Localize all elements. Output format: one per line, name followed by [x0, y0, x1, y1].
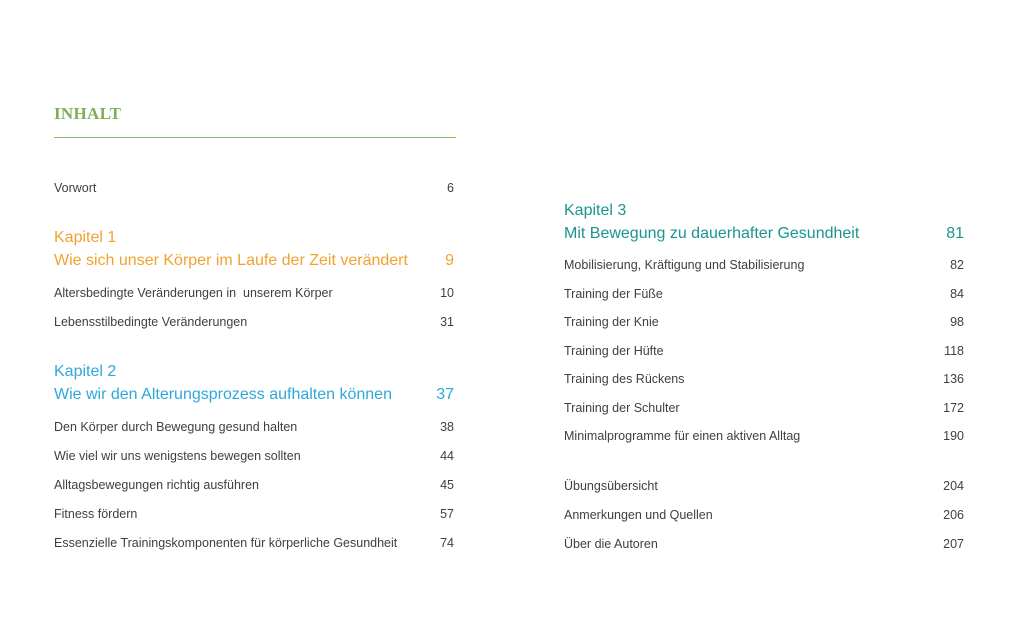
entry-page: 38 — [440, 420, 454, 434]
heading-divider — [54, 137, 456, 138]
entry-label: Anmerkungen und Quellen — [564, 508, 713, 522]
entry-label: Training der Schulter — [564, 401, 680, 415]
entry-label: Training der Knie — [564, 315, 659, 329]
toc-entry[interactable] — [564, 429, 964, 443]
chapter-3-heading[interactable] — [564, 199, 964, 245]
chapter-2-title: Wie wir den Alterungsprozess aufhalten können — [54, 386, 392, 403]
entry-label: Altersbedingte Veränderungen in unserem Körper — [54, 286, 333, 300]
chapter-1-label: Kapitel 1 — [54, 229, 117, 246]
entry-page: 44 — [440, 449, 454, 463]
entry-page: 207 — [943, 537, 964, 551]
chapter-1-heading[interactable] — [54, 226, 454, 272]
entry-label: Lebensstilbedingte Veränderungen — [54, 315, 248, 329]
entry-page: 118 — [944, 344, 964, 358]
toc-entry[interactable] — [54, 286, 454, 300]
toc-entry[interactable] — [564, 315, 964, 329]
toc-heading: INHALT — [54, 104, 122, 123]
toc-entry[interactable] — [564, 372, 964, 386]
toc-entry[interactable] — [54, 420, 454, 434]
toc-entry[interactable] — [54, 315, 454, 329]
entry-label: Den Körper durch Bewegung gesund halten — [54, 420, 298, 434]
entry-label: Alltagsbewegungen richtig ausführen — [54, 478, 259, 492]
toc-entry-vorwort[interactable] — [54, 181, 454, 195]
toc-entry[interactable] — [564, 401, 964, 415]
chapter-2-page: 37 — [436, 386, 454, 403]
chapter-3-label: Kapitel 3 — [564, 202, 627, 219]
entry-label: Essenzielle Trainingskomponenten für körperliche Gesundheit — [54, 536, 398, 550]
entry-page: 206 — [943, 508, 964, 522]
entry-label: Training des Rückens — [564, 372, 685, 386]
toc-entry[interactable] — [54, 507, 454, 521]
entry-label: Wie viel wir uns wenigstens bewegen sollten — [54, 449, 301, 463]
toc-entry[interactable] — [564, 344, 964, 358]
entry-page: 31 — [440, 315, 454, 329]
entry-page: 10 — [440, 286, 454, 300]
entry-label: Vorwort — [54, 181, 97, 195]
entry-page: 172 — [943, 401, 964, 415]
toc-entry[interactable] — [54, 536, 454, 550]
entry-page: 74 — [440, 536, 454, 550]
toc-entry-appendix[interactable] — [564, 479, 964, 493]
entry-page: 190 — [943, 429, 964, 443]
chapter-3-page: 81 — [946, 225, 964, 242]
entry-label: Fitness fördern — [54, 507, 138, 521]
entry-label: Minimalprogramme für einen aktiven Alltag — [564, 429, 801, 443]
entry-label: Mobilisierung, Kräftigung und Stabilisierung — [564, 258, 805, 272]
entry-page: 6 — [447, 181, 454, 195]
entry-page: 98 — [950, 315, 964, 329]
entry-page: 45 — [440, 478, 454, 492]
chapter-3-title: Mit Bewegung zu dauerhafter Gesundheit — [564, 225, 860, 242]
entry-page: 84 — [950, 287, 964, 301]
toc-entry-appendix[interactable] — [564, 508, 964, 522]
toc-entry[interactable] — [54, 449, 454, 463]
toc-entry[interactable] — [54, 478, 454, 492]
entry-label: Training der Hüfte — [564, 344, 664, 358]
entry-page: 82 — [950, 258, 964, 272]
chapter-2-heading[interactable] — [54, 360, 454, 406]
chapter-1-title: Wie sich unser Körper im Laufe der Zeit verändert — [54, 252, 408, 269]
entry-page: 57 — [440, 507, 454, 521]
entry-label: Training der Füße — [564, 287, 663, 301]
entry-label: Übungsübersicht — [564, 479, 658, 493]
toc-entry-appendix[interactable] — [564, 537, 964, 551]
toc-entry[interactable] — [564, 287, 964, 301]
toc-entry[interactable] — [564, 258, 964, 272]
chapter-2-label: Kapitel 2 — [54, 363, 117, 380]
chapter-1-page: 9 — [445, 252, 454, 269]
entry-page: 136 — [943, 372, 964, 386]
entry-label: Über die Autoren — [564, 537, 658, 551]
entry-page: 204 — [943, 479, 964, 493]
